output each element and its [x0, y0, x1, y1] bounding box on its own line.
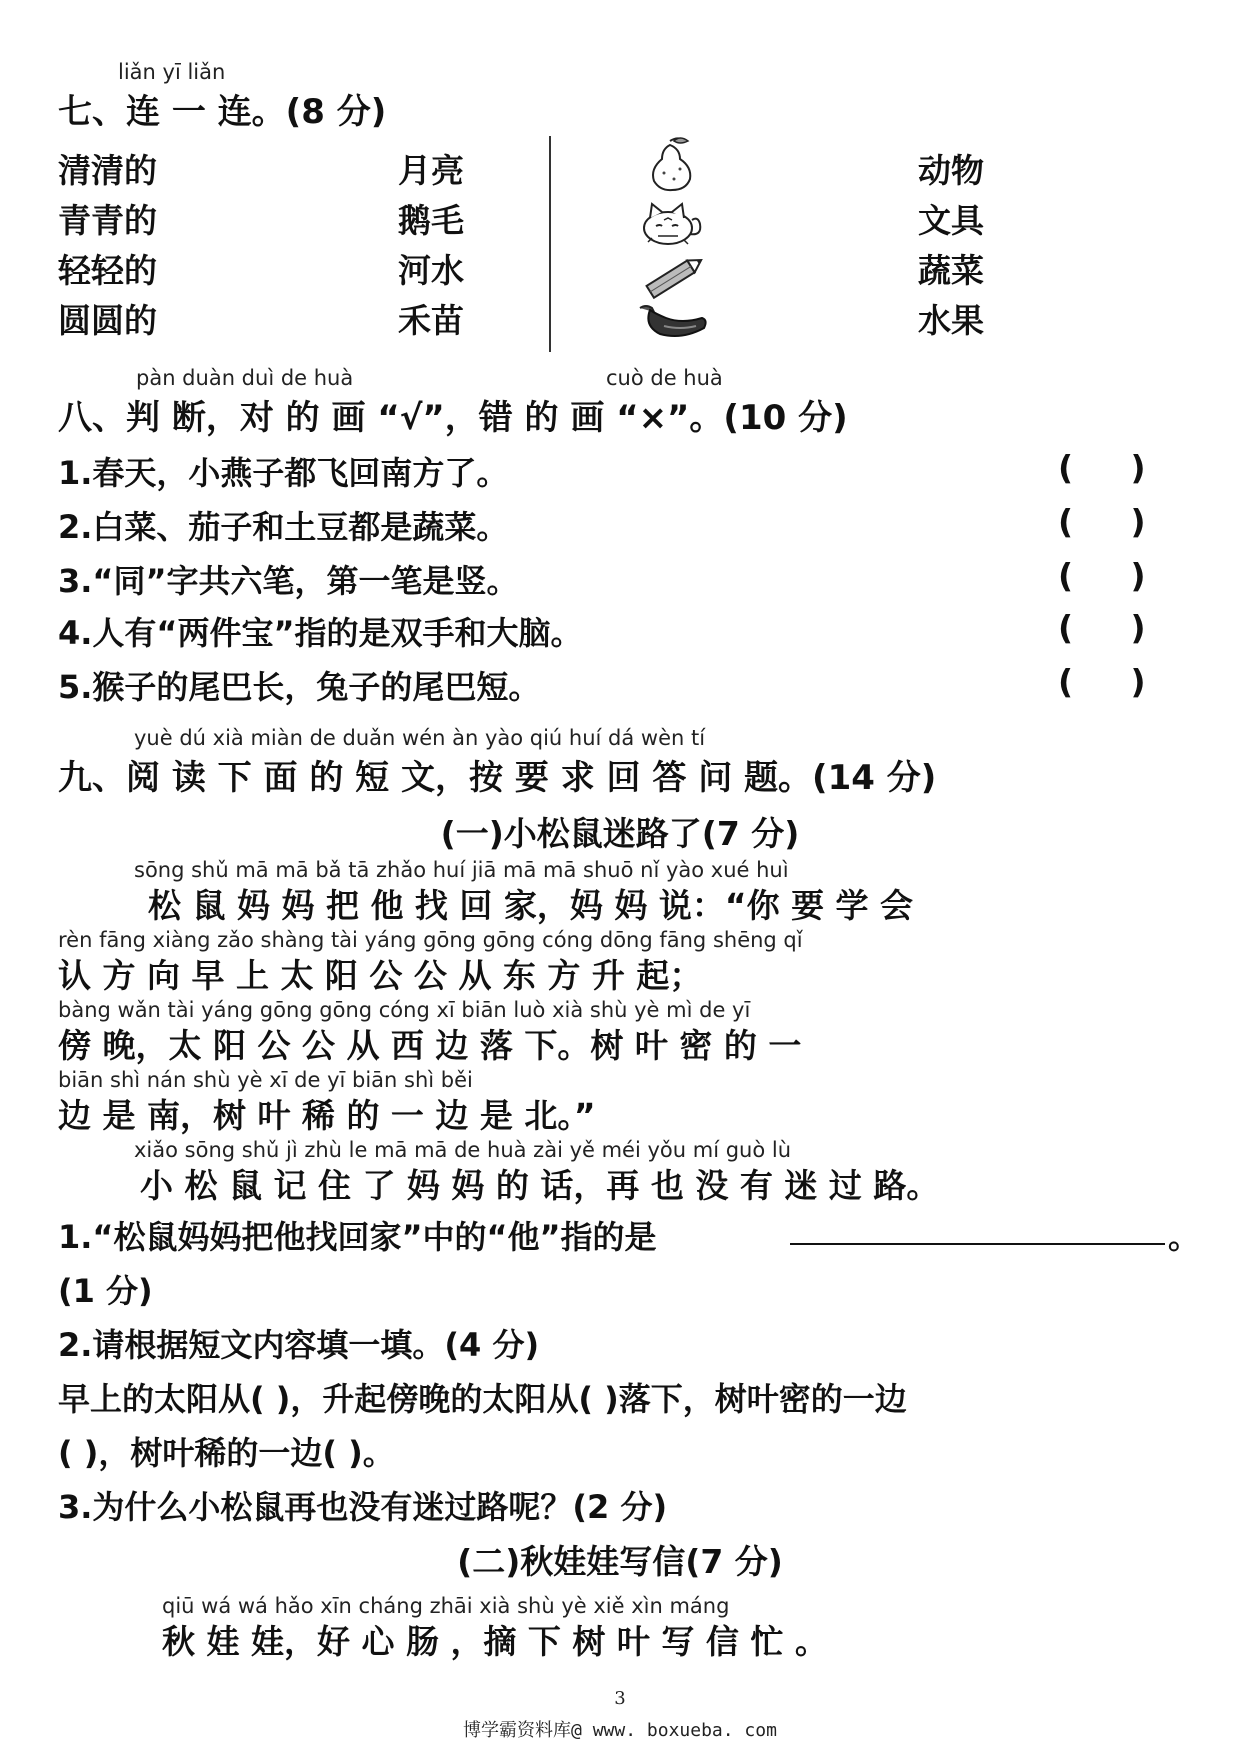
question-1-end: 。 [1168, 1218, 1201, 1256]
passage-2-title: (二)秋娃娃写信(7 分) [457, 1542, 783, 1581]
passage-line-5-pinyin: xiǎo sōng shǔ jì zhù le mā mā de huà zài yě méi yǒu mí guò lù [134, 1138, 792, 1162]
pear-icon [640, 135, 700, 193]
s7-mid-word-2: 鹅毛 [398, 201, 464, 240]
s7-title: 七、连 一 连。(8 分) [58, 92, 387, 132]
question-2-line-1: 早上的太阳从( )，升起傍晚的太阳从( )落下，树叶密的一边 [58, 1380, 907, 1418]
passage-1-title: (一)小松鼠迷路了(7 分) [440, 814, 800, 853]
s8-title: 八、判 断，对 的 画 “√”，错 的 画 “×”。(10 分) [58, 398, 848, 438]
question-3: 3.为什么小松鼠再也没有迷过路呢？(2 分) [58, 1488, 668, 1526]
s8-item-3: 3.“同”字共六笔，第一笔是竖。 [58, 562, 519, 600]
pencil-icon [638, 252, 710, 302]
s7-mid-word-3: 河水 [398, 251, 464, 290]
eggplant-icon [636, 300, 710, 340]
question-2-line-2: ( )，树叶稀的一边( )。 [58, 1434, 395, 1472]
s7-right-word-4: 水果 [918, 301, 984, 340]
s8-item-4: 4.人有“两件宝”指的是双手和大脑。 [58, 614, 583, 652]
s8-item-1: 1.春天，小燕子都飞回南方了。 [58, 454, 509, 492]
s7-right-word-2: 文具 [918, 201, 984, 240]
s8-answer-box-4[interactable]: ( ) [1058, 608, 1146, 647]
s7-mid-word-4: 禾苗 [398, 301, 464, 340]
s7-right-word-3: 蔬菜 [918, 251, 984, 290]
s8-answer-box-3[interactable]: ( ) [1058, 556, 1146, 595]
s8-answer-box-1[interactable]: ( ) [1058, 448, 1146, 487]
passage-line-3-text: 傍 晚，太 阳 公 公 从 西 边 落 下。树 叶 密 的 一 [58, 1026, 802, 1065]
s8-item-5: 5.猴子的尾巴长，兔子的尾巴短。 [58, 668, 541, 706]
question-1: 1.“松鼠妈妈把他找回家”中的“他”指的是 [58, 1218, 657, 1256]
s8-item-2: 2.白菜、茄子和土豆都是蔬菜。 [58, 508, 509, 546]
footer-source: 博学霸资料库@ www. boxueba. com [463, 1720, 777, 1741]
s9-pinyin: yuè dú xià miàn de duǎn wén àn yào qiú huí dá wèn tí [134, 726, 706, 750]
cat-icon [638, 196, 706, 248]
s8-pinyin-2: cuò de huà [606, 366, 723, 390]
s7-left-word-4: 圆圆的 [58, 301, 157, 340]
s7-left-word-3: 轻轻的 [58, 251, 157, 290]
passage-line-2-text: 认 方 向 早 上 太 阳 公 公 从 东 方 升 起； [58, 956, 703, 995]
passage-2-text: 秋 娃 娃，好 心 肠 ，摘 下 树 叶 写 信 忙 。 [162, 1622, 828, 1661]
s7-left-word-1: 清清的 [58, 151, 157, 190]
s7-mid-word-1: 月亮 [398, 151, 464, 190]
s7-left-word-2: 青青的 [58, 201, 157, 240]
passage-line-1-pinyin: sōng shǔ mā mā bǎ tā zhǎo huí jiā mā mā shuō nǐ yào xué huì [134, 858, 789, 882]
passage-2-pinyin: qiū wá wá hǎo xīn cháng zhāi xià shù yè xiě xìn máng [162, 1594, 730, 1618]
s9-title: 九、阅 读 下 面 的 短 文，按 要 求 回 答 问 题。(14 分) [58, 758, 937, 798]
passage-line-5-text: 小 松 鼠 记 住 了 妈 妈 的 话，再 也 没 有 迷 过 路。 [140, 1166, 940, 1205]
s7-right-word-1: 动物 [918, 151, 984, 190]
s8-answer-box-5[interactable]: ( ) [1058, 662, 1146, 701]
question-1-score: (1 分) [58, 1272, 153, 1310]
s8-answer-box-2[interactable]: ( ) [1058, 502, 1146, 541]
passage-line-4-pinyin: biān shì nán shù yè xī de yī biān shì běi [58, 1068, 473, 1092]
page-number: 3 [614, 1688, 626, 1709]
passage-line-3-pinyin: bàng wǎn tài yáng gōng gōng cóng xī biān luò xià shù yè mì de yī [58, 998, 751, 1022]
passage-line-4-text: 边 是 南，树 叶 稀 的 一 边 是 北。” [58, 1096, 596, 1135]
s7-divider [549, 136, 551, 352]
s7-pinyin: liǎn yī liǎn [118, 60, 226, 84]
s8-pinyin-1: pàn duàn duì de huà [136, 366, 354, 390]
question-1-answer-blank[interactable] [790, 1243, 1165, 1245]
passage-line-1-text: 松 鼠 妈 妈 把 他 找 回 家，妈 妈 说：“你 要 学 会 [148, 886, 914, 925]
question-2: 2.请根据短文内容填一填。(4 分) [58, 1326, 540, 1364]
passage-line-2-pinyin: rèn fāng xiàng zǎo shàng tài yáng gōng gōng cóng dōng fāng shēng qǐ [58, 928, 803, 952]
